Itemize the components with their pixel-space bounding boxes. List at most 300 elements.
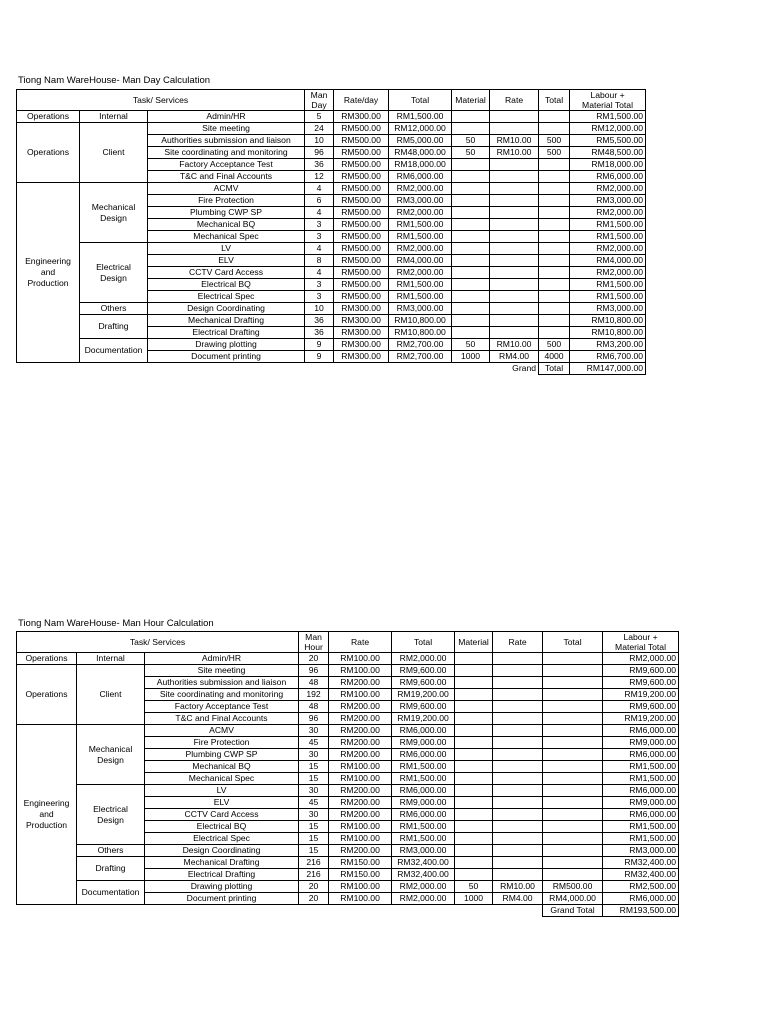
cell-mrate [490, 279, 539, 291]
cell-mrate [493, 869, 543, 881]
cell-mrate [490, 207, 539, 219]
hour-table-title: Tiong Nam WareHouse- Man Hour Calculation [18, 618, 214, 629]
cell-mrate [490, 327, 539, 339]
cell-qty: 15 [299, 761, 329, 773]
grand-total-value: RM147,000.00 [570, 363, 646, 375]
group-operations-client: Operations [17, 665, 77, 725]
cell-total: RM1,500.00 [392, 761, 455, 773]
cell-lmt: RM4,000.00 [570, 255, 646, 267]
table-row [17, 183, 646, 195]
cell-total: RM2,000.00 [392, 653, 455, 665]
cell-task: Electrical BQ [145, 821, 299, 833]
cell-mtotal [543, 737, 603, 749]
cell-mrate [493, 665, 543, 677]
group-client: Client [77, 665, 145, 725]
cell-material: 50 [455, 881, 493, 893]
cell-lmt: RM1,500.00 [570, 279, 646, 291]
group-label-part: Labour + [623, 632, 658, 642]
cell-task: Electrical Spec [145, 833, 299, 845]
group-drafting: Drafting [77, 857, 145, 881]
group-electrical-design [80, 243, 148, 303]
cell-material [455, 785, 493, 797]
cell-mtotal [543, 701, 603, 713]
cell-task: Site coordinating and monitoring [145, 689, 299, 701]
cell-task: Drawing plotting [145, 881, 299, 893]
cell-material [455, 665, 493, 677]
cell-rate: RM100.00 [329, 773, 392, 785]
cell-material [452, 267, 490, 279]
cell-task: Fire Protection [145, 737, 299, 749]
group-label-part: Man [310, 90, 328, 100]
cell-material [452, 327, 490, 339]
cell-qty: 36 [305, 327, 334, 339]
grand-total-row [17, 363, 646, 375]
group-label-part: Material Total [582, 100, 633, 110]
cell-qty: 36 [305, 315, 334, 327]
cell-task: Plumbing CWP SP [148, 207, 305, 219]
cell-material [452, 171, 490, 183]
group-others: Others [80, 303, 148, 315]
cell-rate: RM100.00 [329, 893, 392, 905]
cell-total: RM9,600.00 [392, 701, 455, 713]
cell-mtotal [543, 689, 603, 701]
cell-mrate [493, 737, 543, 749]
cell-lmt: RM6,000.00 [603, 749, 679, 761]
spacer [17, 905, 543, 917]
group-label-part: Man [305, 632, 322, 642]
cell-total: RM1,500.00 [389, 111, 452, 123]
group-engineering-production [17, 183, 80, 363]
cell-mtotal: RM500.00 [543, 881, 603, 893]
cell-mtotal [543, 857, 603, 869]
cell-mrate: RM10.00 [493, 881, 543, 893]
cell-qty: 10 [305, 303, 334, 315]
header-material: Material [452, 90, 490, 111]
grand-total-label: Grand Total [543, 905, 603, 917]
cell-material: 50 [452, 147, 490, 159]
cell-qty: 15 [299, 821, 329, 833]
cell-total: RM2,000.00 [389, 207, 452, 219]
cell-mrate [493, 845, 543, 857]
cell-total: RM10,800.00 [389, 315, 452, 327]
cell-qty: 48 [299, 677, 329, 689]
cell-mtotal: 500 [539, 135, 570, 147]
cell-task: Mechanical Spec [145, 773, 299, 785]
cell-total: RM5,000.00 [389, 135, 452, 147]
cell-rate: RM200.00 [329, 845, 392, 857]
cell-task: Electrical BQ [148, 279, 305, 291]
group-client: Client [80, 123, 148, 183]
cell-qty: 36 [305, 159, 334, 171]
cell-mtotal [543, 677, 603, 689]
table-row [17, 339, 646, 351]
cell-material [455, 797, 493, 809]
cell-material [455, 857, 493, 869]
cell-total: RM9,600.00 [392, 665, 455, 677]
cell-qty: 3 [305, 279, 334, 291]
cell-lmt: RM10,800.00 [570, 315, 646, 327]
grand-total-row [17, 905, 679, 917]
cell-rate: RM500.00 [334, 279, 389, 291]
cell-total: RM6,000.00 [392, 809, 455, 821]
cell-task: Drawing plotting [148, 339, 305, 351]
cell-mrate [490, 111, 539, 123]
cell-task: Authorities submission and liaison [145, 677, 299, 689]
cell-total: RM6,000.00 [392, 725, 455, 737]
group-electrical-design [77, 785, 145, 845]
cell-mtotal [539, 315, 570, 327]
cell-lmt: RM2,000.00 [570, 207, 646, 219]
cell-lmt: RM9,600.00 [603, 701, 679, 713]
cell-material [455, 677, 493, 689]
cell-lmt: RM2,000.00 [603, 653, 679, 665]
cell-rate: RM500.00 [334, 147, 389, 159]
cell-qty: 96 [299, 665, 329, 677]
cell-rate: RM200.00 [329, 809, 392, 821]
cell-total: RM19,200.00 [392, 713, 455, 725]
header-mtotal: Total [543, 632, 603, 653]
cell-rate: RM500.00 [334, 159, 389, 171]
header-row [17, 632, 679, 653]
cell-task: Electrical Drafting [145, 869, 299, 881]
cell-rate: RM200.00 [329, 749, 392, 761]
cell-task: LV [145, 785, 299, 797]
cell-mrate [493, 701, 543, 713]
cell-qty: 4 [305, 267, 334, 279]
cell-qty: 3 [305, 291, 334, 303]
table-row [17, 315, 646, 327]
cell-rate: RM200.00 [329, 785, 392, 797]
cell-qty: 20 [299, 881, 329, 893]
cell-mtotal [543, 809, 603, 821]
group-label-part: Design [97, 814, 124, 825]
cell-task: Site coordinating and monitoring [148, 147, 305, 159]
cell-total: RM2,000.00 [389, 243, 452, 255]
cell-lmt: RM1,500.00 [570, 111, 646, 123]
table-row [17, 243, 646, 255]
cell-task: T&C and Final Accounts [145, 713, 299, 725]
header-total: Total [392, 632, 455, 653]
cell-mtotal [539, 183, 570, 195]
cell-lmt: RM9,000.00 [603, 797, 679, 809]
cell-lmt: RM2,500.00 [603, 881, 679, 893]
cell-rate: RM200.00 [329, 725, 392, 737]
cell-lmt: RM18,000.00 [570, 159, 646, 171]
cell-mrate [493, 857, 543, 869]
cell-rate: RM500.00 [334, 231, 389, 243]
cell-material [455, 845, 493, 857]
cell-rate: RM150.00 [329, 869, 392, 881]
cell-mtotal [539, 219, 570, 231]
cell-task: T&C and Final Accounts [148, 171, 305, 183]
header-mtotal: Total [539, 90, 570, 111]
header-task: Task/ Services [17, 90, 305, 111]
group-label-part: Design [97, 754, 124, 765]
group-label-part: Mechanical [88, 743, 133, 754]
cell-mrate [493, 833, 543, 845]
cell-total: RM1,500.00 [389, 291, 452, 303]
cell-total: RM9,000.00 [392, 797, 455, 809]
table-row [17, 857, 679, 869]
cell-task: Admin/HR [148, 111, 305, 123]
cell-lmt: RM1,500.00 [570, 291, 646, 303]
cell-total: RM4,000.00 [389, 255, 452, 267]
table-row [17, 653, 679, 665]
cell-qty: 4 [305, 183, 334, 195]
cell-mtotal [543, 869, 603, 881]
cell-lmt: RM2,000.00 [570, 243, 646, 255]
cell-mrate: RM4.00 [493, 893, 543, 905]
cell-mtotal [543, 713, 603, 725]
cell-material [452, 159, 490, 171]
cell-rate: RM500.00 [334, 135, 389, 147]
day-table-title: Tiong Nam WareHouse- Man Day Calculation [18, 75, 211, 86]
cell-material [452, 183, 490, 195]
cell-task: ELV [145, 797, 299, 809]
cell-qty: 96 [299, 713, 329, 725]
group-mechanical-design [77, 725, 145, 785]
cell-qty: 10 [305, 135, 334, 147]
cell-lmt: RM1,500.00 [603, 821, 679, 833]
group-label-part: Design [100, 272, 127, 283]
cell-lmt: RM9,600.00 [603, 665, 679, 677]
cell-mrate: RM10.00 [490, 135, 539, 147]
group-label-part: Labour + [590, 90, 625, 100]
cell-mtotal [539, 303, 570, 315]
cell-qty: 8 [305, 255, 334, 267]
cell-material [455, 833, 493, 845]
cell-task: Mechanical BQ [145, 761, 299, 773]
cell-lmt: RM1,500.00 [603, 833, 679, 845]
table-row [17, 111, 646, 123]
cell-mtotal [539, 255, 570, 267]
cell-mtotal: 4000 [539, 351, 570, 363]
group-label-part: Design [100, 212, 127, 223]
cell-total: RM1,500.00 [392, 833, 455, 845]
cell-total: RM2,700.00 [389, 339, 452, 351]
cell-material [452, 303, 490, 315]
cell-mtotal [543, 833, 603, 845]
table-row [17, 881, 679, 893]
cell-rate: RM300.00 [334, 111, 389, 123]
grand-total-label-2: Total [539, 363, 570, 375]
cell-task: Mechanical Spec [148, 231, 305, 243]
cell-material [455, 761, 493, 773]
cell-mrate [490, 159, 539, 171]
grand-total-value: RM193,500.00 [603, 905, 679, 917]
cell-mrate [490, 183, 539, 195]
cell-lmt: RM32,400.00 [603, 857, 679, 869]
group-label-part: Electrical [96, 261, 131, 272]
cell-lmt: RM3,000.00 [570, 303, 646, 315]
cell-mrate [490, 315, 539, 327]
cell-total: RM6,000.00 [392, 785, 455, 797]
cell-mtotal [539, 207, 570, 219]
cell-qty: 15 [299, 773, 329, 785]
cell-lmt: RM1,500.00 [570, 231, 646, 243]
header-qty [299, 632, 329, 653]
cell-task: Electrical Drafting [148, 327, 305, 339]
cell-material [455, 869, 493, 881]
cell-lmt: RM3,000.00 [603, 845, 679, 857]
cell-rate: RM100.00 [329, 761, 392, 773]
cell-qty: 3 [305, 231, 334, 243]
cell-mtotal [539, 231, 570, 243]
cell-total: RM32,400.00 [392, 869, 455, 881]
header-labour-material-total [570, 90, 646, 111]
group-engineering-production [17, 725, 77, 905]
cell-mrate: RM10.00 [490, 147, 539, 159]
group-operations-internal: Operations [17, 653, 77, 665]
cell-task: Design Coordinating [145, 845, 299, 857]
cell-task: ACMV [145, 725, 299, 737]
cell-mrate [490, 255, 539, 267]
cell-task: CCTV Card Access [148, 267, 305, 279]
cell-mrate [493, 797, 543, 809]
header-material: Material [455, 632, 493, 653]
cell-qty: 216 [299, 857, 329, 869]
cell-mrate [490, 171, 539, 183]
group-label-part: Material Total [615, 642, 666, 652]
cell-task: Fire Protection [148, 195, 305, 207]
group-operations-client: Operations [17, 123, 80, 183]
cell-material [455, 653, 493, 665]
cell-lmt: RM1,500.00 [603, 761, 679, 773]
cell-mrate [493, 653, 543, 665]
group-mechanical-design [80, 183, 148, 243]
cell-mtotal [543, 845, 603, 857]
spacer [17, 363, 490, 375]
cell-total: RM1,500.00 [389, 231, 452, 243]
cell-qty: 5 [305, 111, 334, 123]
cell-qty: 20 [299, 653, 329, 665]
cell-qty: 24 [305, 123, 334, 135]
cell-material [452, 279, 490, 291]
cell-qty: 216 [299, 869, 329, 881]
cell-rate: RM100.00 [329, 665, 392, 677]
man-hour-table [16, 631, 679, 917]
cell-total: RM12,000.00 [389, 123, 452, 135]
group-label-part: and [39, 809, 54, 819]
cell-mtotal: 500 [539, 147, 570, 159]
cell-mrate: RM4.00 [490, 351, 539, 363]
group-label-part: Production [25, 820, 68, 830]
cell-rate: RM100.00 [329, 833, 392, 845]
cell-total: RM1,500.00 [392, 821, 455, 833]
group-label-part: Engineering [25, 256, 71, 266]
cell-mtotal [539, 291, 570, 303]
cell-mtotal [543, 821, 603, 833]
cell-lmt: RM6,700.00 [570, 351, 646, 363]
cell-material [455, 821, 493, 833]
cell-qty: 15 [299, 833, 329, 845]
cell-total: RM48,000.00 [389, 147, 452, 159]
group-others: Others [77, 845, 145, 857]
cell-lmt: RM6,000.00 [603, 785, 679, 797]
cell-mtotal [543, 665, 603, 677]
cell-rate: RM500.00 [334, 195, 389, 207]
cell-lmt: RM9,600.00 [603, 677, 679, 689]
cell-mrate [490, 303, 539, 315]
cell-lmt: RM12,000.00 [570, 123, 646, 135]
cell-rate: RM300.00 [334, 351, 389, 363]
cell-mtotal [539, 267, 570, 279]
cell-material [452, 207, 490, 219]
cell-total: RM2,000.00 [389, 183, 452, 195]
cell-qty: 30 [299, 809, 329, 821]
cell-total: RM3,000.00 [389, 195, 452, 207]
cell-rate: RM300.00 [334, 303, 389, 315]
cell-rate: RM200.00 [329, 677, 392, 689]
man-day-table [16, 89, 646, 375]
cell-material: 50 [452, 339, 490, 351]
cell-mrate [493, 821, 543, 833]
cell-lmt: RM6,000.00 [603, 893, 679, 905]
cell-lmt: RM1,500.00 [570, 219, 646, 231]
cell-total: RM9,000.00 [392, 737, 455, 749]
cell-mrate [493, 677, 543, 689]
cell-task: Factory Acceptance Test [148, 159, 305, 171]
header-rate: Rate/day [334, 90, 389, 111]
header-task: Task/ Services [17, 632, 299, 653]
cell-mtotal: RM4,000.00 [543, 893, 603, 905]
cell-task: Site meeting [148, 123, 305, 135]
cell-material [452, 255, 490, 267]
cell-mrate [493, 713, 543, 725]
cell-lmt: RM6,000.00 [570, 171, 646, 183]
cell-task: Electrical Spec [148, 291, 305, 303]
cell-material [452, 195, 490, 207]
group-internal: Internal [77, 653, 145, 665]
cell-total: RM18,000.00 [389, 159, 452, 171]
cell-total: RM1,500.00 [389, 279, 452, 291]
cell-mrate [490, 219, 539, 231]
cell-material [455, 701, 493, 713]
cell-rate: RM200.00 [329, 701, 392, 713]
cell-lmt: RM3,200.00 [570, 339, 646, 351]
cell-task: Site meeting [145, 665, 299, 677]
cell-rate: RM100.00 [329, 653, 392, 665]
cell-material [455, 809, 493, 821]
cell-total: RM6,000.00 [389, 171, 452, 183]
cell-mtotal [543, 773, 603, 785]
cell-total: RM3,000.00 [389, 303, 452, 315]
cell-mrate [490, 243, 539, 255]
cell-mrate [493, 761, 543, 773]
cell-task: Authorities submission and liaison [148, 135, 305, 147]
header-qty [305, 90, 334, 111]
cell-material: 1000 [455, 893, 493, 905]
cell-material [455, 725, 493, 737]
cell-lmt: RM2,000.00 [570, 183, 646, 195]
cell-mrate [493, 725, 543, 737]
group-label-part: Mechanical [91, 201, 136, 212]
cell-task: Document printing [145, 893, 299, 905]
cell-qty: 6 [305, 195, 334, 207]
table-row [17, 785, 679, 797]
group-label-part: Production [27, 278, 69, 288]
cell-mtotal [539, 243, 570, 255]
cell-material [455, 749, 493, 761]
cell-material: 50 [452, 135, 490, 147]
cell-task: ELV [148, 255, 305, 267]
cell-task: Mechanical Drafting [148, 315, 305, 327]
cell-rate: RM500.00 [334, 243, 389, 255]
cell-qty: 4 [305, 207, 334, 219]
cell-task: Plumbing CWP SP [145, 749, 299, 761]
header-row [17, 90, 646, 111]
cell-rate: RM500.00 [334, 207, 389, 219]
